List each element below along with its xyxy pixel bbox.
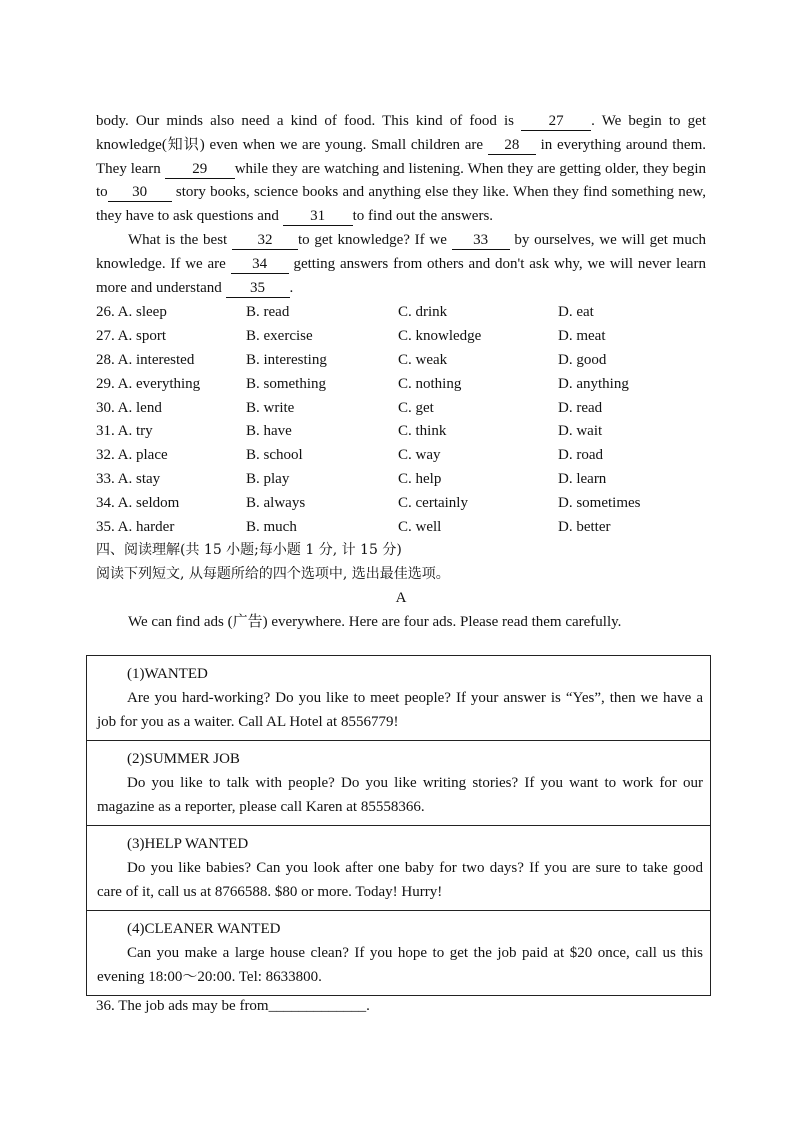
option-b: B. read xyxy=(246,304,290,321)
option-d: D. read xyxy=(558,399,603,416)
option-a: 27. A. sport xyxy=(96,328,167,345)
cloze-text: body. Our minds also need a kind of food. This kind of food is xyxy=(96,113,514,129)
option-b: B. school xyxy=(246,447,303,464)
option-b: B. always xyxy=(246,494,306,511)
option-c: C. drink xyxy=(398,304,448,321)
cloze-text: by ourselves, we will get much knowledge. If we are xyxy=(96,231,707,272)
cloze-text: in everything around them. They learn xyxy=(96,136,707,177)
cloze-text: to get knowledge? If we xyxy=(297,231,447,248)
ad-title: (2)SUMMER JOB xyxy=(127,751,240,767)
option-c: C. nothing xyxy=(398,375,462,392)
option-d: D. wait xyxy=(558,423,603,440)
ad-title: (3)HELP WANTED xyxy=(127,836,249,852)
blank-28: 28 xyxy=(488,137,536,155)
option-b: B. something xyxy=(246,375,327,392)
ad-text: Are you hard-working? Do you like to meet people? If your answer is “Yes”, then we have a job for you as a waiter. Call AL Hotel at 8556779! xyxy=(97,690,703,730)
option-c: C. well xyxy=(398,518,442,535)
option-b: B. have xyxy=(246,423,292,440)
ad-text: Can you make a large house clean? If you hope to get the job paid at $20 once, call us this evening 18:00～20:00. Tel: 8633800. xyxy=(97,945,703,985)
option-c: C. certainly xyxy=(398,494,468,511)
option-b: B. play xyxy=(246,470,290,487)
option-b: B. exercise xyxy=(246,328,313,345)
ad-title: (4)CLEANER WANTED xyxy=(127,921,281,937)
exam-page xyxy=(96,110,706,635)
option-a: 32. A. place xyxy=(96,447,168,464)
cloze-text: What is the best xyxy=(128,231,228,248)
option-row xyxy=(96,516,706,540)
cloze-text: getting answers from others and don't ask why, we will never learn more and understand xyxy=(96,255,707,296)
ad-title: (1)WANTED xyxy=(127,666,208,682)
option-c: C. way xyxy=(398,447,441,464)
option-row xyxy=(96,468,706,492)
section-heading: 四、阅读理解(共 15 小题;每小题 1 分, 计 15 分) xyxy=(96,542,402,559)
blank-35: 35 xyxy=(226,280,290,298)
section-instruction: 阅读下列短文, 从每题所给的四个选项中, 选出最佳选项。 xyxy=(96,566,450,583)
option-b: B. much xyxy=(246,518,297,535)
cloze-text: story books, science books and anything else they like. When they find something new, they have to ask questions and xyxy=(96,184,706,225)
option-a: 31. A. try xyxy=(96,423,153,440)
option-d: D. sometimes xyxy=(558,494,641,511)
option-b: B. write xyxy=(246,399,295,416)
option-a: 34. A. seldom xyxy=(96,494,180,511)
cloze-paragraph-1 xyxy=(96,110,706,229)
option-c: C. weak xyxy=(398,351,448,368)
option-a: 28. A. interested xyxy=(96,351,195,368)
ad-text: Do you like babies? Can you look after one baby for two days? If you are sure to take good care of it, call us at 8766588. $80 or more. Today! Hurry! xyxy=(97,860,703,900)
ads-table xyxy=(86,655,711,996)
option-row xyxy=(96,397,706,421)
option-d: D. anything xyxy=(558,375,629,392)
ad-box xyxy=(87,740,710,825)
option-row xyxy=(96,444,706,468)
cloze-text: . We begin to get knowledge(知识) even when we are young. Small children are xyxy=(96,113,706,153)
option-row xyxy=(96,325,706,349)
blank-33: 33 xyxy=(452,232,510,250)
option-c: C. get xyxy=(398,399,434,416)
option-c: C. think xyxy=(398,423,447,440)
option-d: D. learn xyxy=(558,470,607,487)
blank-32: 32 xyxy=(232,232,298,250)
blank-34: 34 xyxy=(231,256,289,274)
blank-31: 31 xyxy=(283,208,353,226)
option-row xyxy=(96,373,706,397)
option-row xyxy=(96,301,706,325)
option-a: 35. A. harder xyxy=(96,518,175,535)
option-a: 26. A. sleep xyxy=(96,304,167,321)
blank-27: 27 xyxy=(521,113,591,131)
option-row xyxy=(96,492,706,516)
question-36: 36. The job ads may be from_____________. xyxy=(96,998,370,1014)
ad-box xyxy=(87,910,710,995)
option-d: D. meat xyxy=(558,328,606,345)
blank-30: 30 xyxy=(108,184,172,202)
option-row xyxy=(96,349,706,373)
option-d: D. eat xyxy=(558,304,594,321)
option-d: D. good xyxy=(558,351,607,368)
answer-options xyxy=(96,301,706,539)
option-row xyxy=(96,420,706,444)
option-c: C. help xyxy=(398,470,442,487)
cloze-paragraph-2 xyxy=(96,229,706,300)
cloze-text: while they are watching and listening. When they are getting older, they begin to xyxy=(96,160,706,201)
cloze-text: to find out the answers. xyxy=(352,208,494,225)
option-a: 33. A. stay xyxy=(96,470,161,487)
option-c: C. knowledge xyxy=(398,328,482,345)
option-b: B. interesting xyxy=(246,351,327,368)
option-a: 29. A. everything xyxy=(96,375,201,392)
ad-text: Do you like to talk with people? Do you like writing stories? If you want to work for our magazine as a reporter, please call Karen at 85558366. xyxy=(97,775,703,815)
option-d: D. better xyxy=(558,518,611,535)
cloze-text: . xyxy=(289,279,294,296)
passage-intro: We can find ads (广告) everywhere. Here are four ads. Please read them carefully. xyxy=(128,613,622,630)
option-a: 30. A. lend xyxy=(96,399,162,416)
blank-29: 29 xyxy=(165,161,235,179)
passage-label: A xyxy=(395,589,407,606)
option-d: D. road xyxy=(558,447,603,464)
ad-box xyxy=(87,656,710,740)
ad-box xyxy=(87,825,710,910)
